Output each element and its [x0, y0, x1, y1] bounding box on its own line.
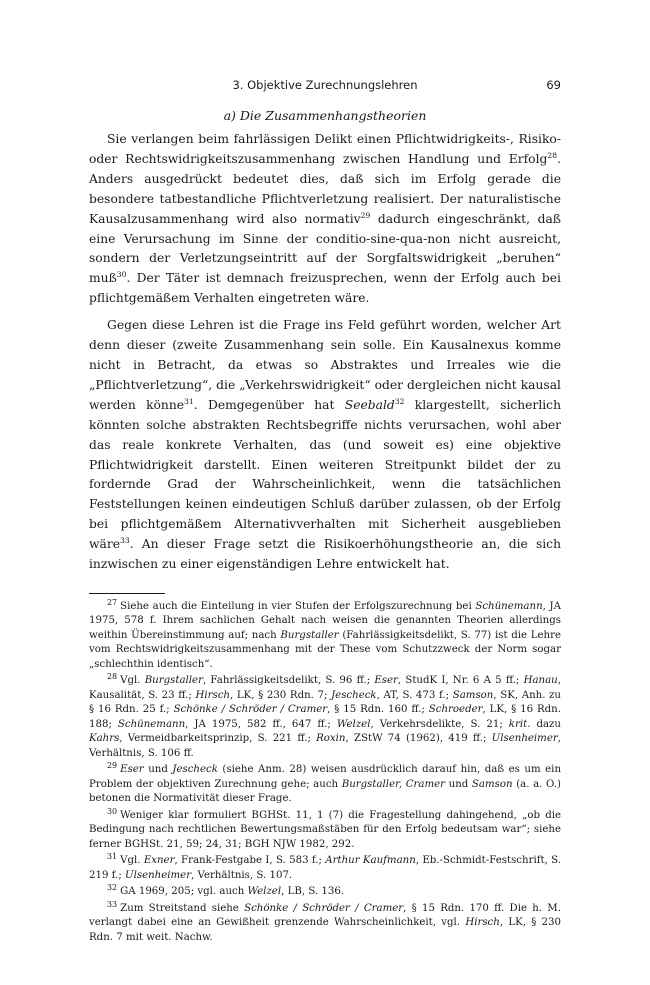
footnote: [89, 885, 561, 900]
text-run: dadurch eingeschränkt, daß eine Verursachung im Sinne der conditio-sine-qua-non nicht ausreicht, sondern der Verletzungseintritt auf der Sorgfaltswidrigkeit „beruhen“ muß: [89, 211, 562, 286]
italic-text: Burgstaller: [280, 629, 339, 641]
italic-text: krit.: [508, 718, 531, 730]
text-run: . Der Täter ist demnach freizusprechen, wenn der Erfolg auch bei pflichtgemäßem Verhalten eingetreten wäre.: [89, 271, 561, 306]
text-run: Vgl.: [120, 855, 144, 867]
running-title: 3. Objektive Zurechnungslehren: [232, 78, 418, 92]
italic-text: Samson: [471, 778, 513, 790]
footnote-number: 27: [107, 597, 118, 607]
text-run: , SK, Anh. zu § 16 Rdn. 25 f.;: [89, 689, 561, 716]
footnote-number: 30: [107, 806, 118, 816]
footnote-reference: 33: [120, 536, 130, 546]
footnote-number: 33: [107, 899, 118, 909]
text-run: Siehe auch die Einteilung in vier Stufen der Erfolgszurechnung bei: [120, 600, 476, 612]
page-number: 69: [546, 78, 561, 92]
text-run: Weniger klar formuliert BGHSt. 11, 1 (7) die Fragestellung dahingehend, „ob die Bedingung nach rechtlichen Bewertungsmaßstäben für den Erfolg bedeutsam war“; siehe ferner BGHSt. 21, 59; 24, 31; BGH NJW 1982, 292.: [89, 809, 561, 850]
italic-text: Burgstaller, Cramer: [341, 778, 446, 790]
text-run: , LK, § 230 Rdn. 7;: [229, 689, 332, 701]
italic-text: Welzel: [247, 886, 282, 898]
text-run: , Vermeidbarkeitsprinzip, S. 221 ff.;: [119, 733, 317, 745]
section-heading: a) Die Zusammenhangstheorien: [223, 108, 427, 123]
body-paragraph: [89, 316, 561, 575]
footnote: [89, 763, 561, 807]
text-run: , LK, § 230 Rdn. 7 mit weit. Nachw.: [89, 917, 561, 943]
footnote-reference: 29: [360, 210, 371, 220]
footnote: [89, 597, 561, 673]
footnote-reference: 28: [547, 150, 558, 160]
italic-text: Schünemann: [475, 600, 543, 612]
text-run: , ZStW 74 (1962), 419 ff.;: [345, 733, 492, 745]
footnote-number: 28: [107, 672, 118, 682]
footnote-number: 29: [107, 761, 118, 771]
italic-text: Burgstaller: [144, 675, 203, 687]
italic-text: Schünemann: [117, 718, 186, 730]
italic-text: Schroeder: [428, 704, 483, 716]
text-run: . Demgegenüber hat: [193, 397, 345, 412]
running-head: [89, 78, 561, 98]
italic-text: Ulsenheimer: [491, 733, 558, 745]
italic-text: Jescheck: [331, 689, 377, 701]
italic-text: Kahrs: [89, 733, 120, 745]
text-run: , Eb.-Schmidt-Festschrift, S. 219 f.;: [89, 855, 561, 881]
italic-text: Welzel: [336, 718, 371, 730]
italic-text: Arthur Kaufmann: [325, 855, 416, 867]
italic-text: Schönke / Schröder / Cramer: [173, 704, 328, 716]
text-run: klargestellt, sicherlich könnten solche abstrakten Rechtsbegriffe nichts verursachen, wohl aber das reale konkrete Verhalten, das (und soweit es) eine objektive Pflichtwidrigkeit darstellt. Einen weiteren Streitpunkt bildet der zu fordernde Grad der Wahrscheinlichkeit, wenn die tatsächlichen Feststellungen keinen eindeutigen Schluß darüber zulassen, ob der Erfolg bei pflichtgemäßem Alternativverhalten mit Sicherheit ausgeblieben wäre: [89, 397, 561, 552]
footnote: [89, 674, 561, 761]
footnote-separator: [89, 593, 165, 594]
italic-text: Schönke / Schröder / Cramer: [244, 902, 404, 914]
body-paragraph: [89, 130, 561, 309]
text-run: (Fahrlässigkeitsdelikt, S. 77) ist die Lehre vom Rechtswidrigkeitszusammenhang mit der These vom Schutzzweck der Norm sogar „schlechthin identisch“.: [89, 629, 561, 670]
text-run: Zum Streitstand siehe: [120, 902, 245, 914]
text-run: , Verkehrsdelikte, S. 21;: [370, 718, 509, 730]
book-page: [89, 78, 561, 947]
italic-text: Samson: [452, 689, 494, 701]
text-run: , § 15 Rdn. 170 ff. Die h. M. verlangt dabei eine an Gewißheit grenzende Wahrscheinlichkeit, vgl.: [89, 902, 561, 929]
text-run: , Verhältnis, S. 106 ff.: [89, 733, 561, 759]
text-run: , JA 1975, 578 f. Ihrem sachlichen Gehalt nach weisen die genannten Theorien allerdings weithin Übereinstimmung auf; nach: [89, 600, 561, 641]
text-run: Vgl.: [120, 675, 145, 687]
italic-text: Eser: [120, 764, 144, 776]
text-run: , LK, § 16 Rdn. 188;: [89, 704, 561, 730]
text-run: , StudK I, Nr. 6 A 5 ff.;: [397, 675, 524, 687]
text-run: Gegen diese Lehren ist die Frage ins Feld geführt worden, welcher Art denn dieser (zweite Zusammenhang sein solle. Ein Kausalnexus komme nicht in Betracht, da etwas so Abstraktes und Irreales wie die „Pflichtverletzung“, die „Verkehrswidrigkeit“ oder dergleichen nicht kausal werden könne: [89, 318, 561, 412]
italic-text: Eser: [374, 675, 398, 687]
text-run: . Anders ausgedrückt bedeutet dies, daß sich im Erfolg gerade die besondere tatbestandliche Pflichtverletzung realisiert. Der naturalistische Kausalzusammenhang wird also normativ: [89, 151, 561, 226]
footnote-reference: 31: [184, 396, 194, 406]
text-run: , JA 1975, 582 ff., 647 ff.;: [185, 718, 337, 730]
text-run: und: [143, 764, 173, 776]
footnotes: [89, 597, 562, 946]
text-run: , Kausalität, S. 23 ff.;: [89, 675, 561, 701]
italic-text: Hirsch: [465, 917, 500, 929]
italic-text: Seebald: [344, 397, 395, 412]
text-run: , LB, S. 136.: [281, 886, 345, 898]
text-run: , Verhältnis, S. 107.: [191, 869, 293, 881]
italic-text: Ulsenheimer: [125, 869, 192, 881]
italic-text: Hanau: [523, 675, 558, 687]
footnote: [89, 899, 561, 946]
text-run: (siehe Anm. 28) weisen ausdrücklich darauf hin, daß es um ein Problem der objektiven Zurechnung gehe; auch: [89, 764, 562, 790]
text-run: , Fahrlässigkeitsdelikt, S. 96 ff.;: [202, 675, 375, 687]
italic-text: Jescheck: [172, 764, 218, 776]
text-run: und: [445, 778, 472, 790]
text-run: , AT, S. 473 f.;: [376, 689, 453, 701]
body-text: [89, 130, 561, 575]
text-run: dazu: [530, 718, 561, 730]
footnote-reference: 32: [394, 396, 405, 406]
footnote-number: 31: [107, 852, 118, 862]
text-run: Sie verlangen beim fahrlässigen Delikt einen Pflichtwidrigkeits-, Risiko- oder Rechtswidrigkeitszusammenhang zwischen Handlung und Erfolg: [89, 132, 561, 166]
footnote-number: 32: [107, 883, 118, 893]
italic-text: Roxin: [316, 733, 346, 745]
footnote-reference: 30: [116, 270, 127, 280]
italic-text: Hirsch: [195, 689, 230, 701]
text-run: , § 15 Rdn. 160 ff.;: [327, 704, 429, 716]
italic-text: Exner: [143, 855, 175, 867]
text-run: , Frank-Festgabe I, S. 583 f.;: [174, 855, 326, 867]
footnote: [89, 854, 561, 883]
text-run: GA 1969, 205; vgl. auch: [120, 886, 248, 898]
text-run: (a. a. O.) betonen die Normativität dieser Frage.: [89, 778, 562, 805]
footnote: [89, 806, 561, 853]
text-run: . An dieser Frage setzt die Risikoerhöhungstheorie an, die sich inzwischen zu einer eigenständigen Lehre entwickelt hat.: [89, 537, 561, 572]
